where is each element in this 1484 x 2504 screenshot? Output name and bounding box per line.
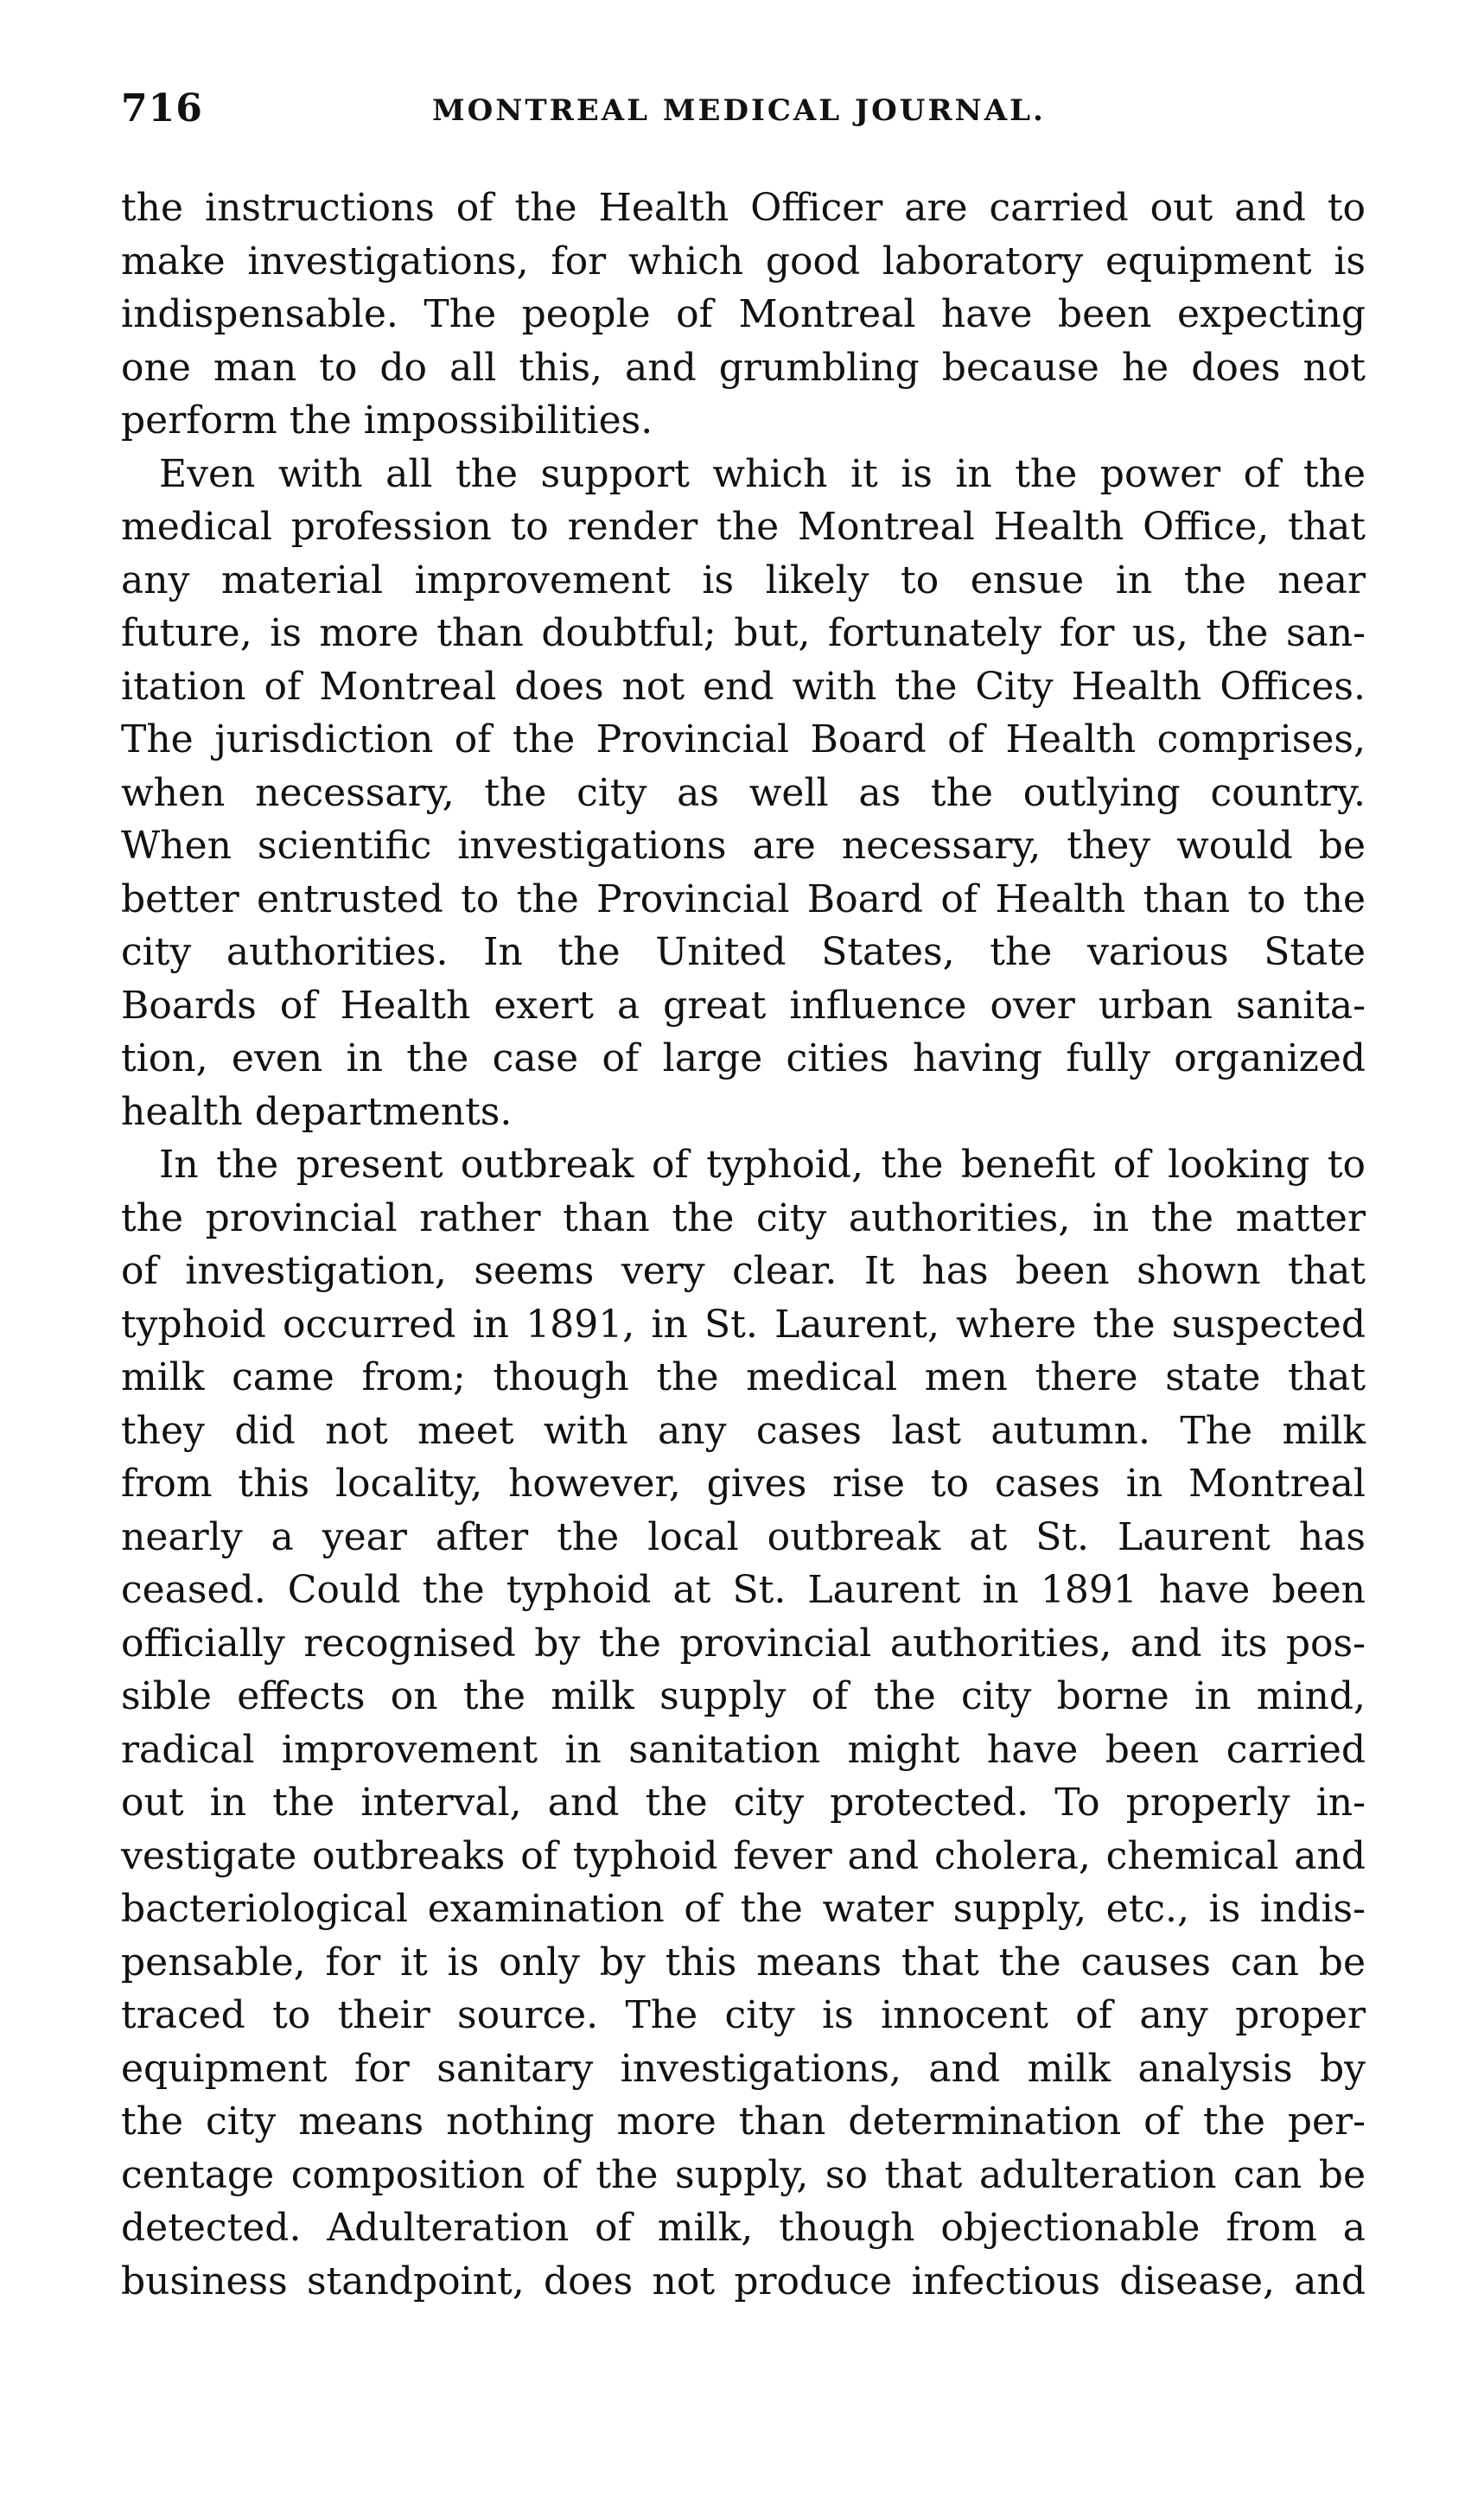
paragraph-2	[121, 448, 1366, 1139]
text-line: one man to do all this, and grumbling because he does not	[121, 345, 1366, 390]
text-line: Even with all the support which it is in the power of the	[159, 451, 1366, 496]
text-line: The jurisdiction of the Provincial Board of Health comprises,	[121, 717, 1366, 761]
text-line: equipment for sanitary investigations, and milk analysis by	[121, 2046, 1366, 2091]
paragraph-1	[121, 182, 1366, 448]
text-line: nearly a year after the local outbreak at St. Laurent has	[121, 1514, 1366, 1559]
text-line: centage composition of the supply, so that adulteration can be	[121, 2152, 1366, 2197]
text-line: bacteriological examination of the water supply, etc., is indis-	[121, 1887, 1366, 1931]
text-line: milk came from; though the medical men there state that	[121, 1355, 1366, 1399]
text-line: typhoid occurred in 1891, in St. Laurent, where the suspected	[121, 1302, 1366, 1347]
text-line: ceased. Could the typhoid at St. Laurent in 1891 have been	[121, 1568, 1366, 1612]
journal-title: MONTREAL MEDICAL JOURNAL.	[432, 93, 1046, 128]
text-line: any material improvement is likely to ensue in the near	[121, 558, 1366, 602]
text-line: perform the impossibilities.	[121, 398, 653, 443]
paragraph-3	[121, 1138, 1366, 2308]
text-line: When scientific investigations are necessary, they would be	[121, 824, 1366, 868]
page-number: 716	[121, 86, 203, 131]
text-line: indispensable. The people of Montreal have been expecting	[121, 292, 1366, 336]
text-line: they did not meet with any cases last autumn. The milk	[121, 1408, 1366, 1453]
text-line: sible effects on the milk supply of the city borne in mind,	[121, 1674, 1366, 1718]
text-line: future, is more than doubtful; but, fortunately for us, the san-	[121, 611, 1366, 655]
text-line: detected. Adulteration of milk, though objectionable from a	[121, 2206, 1366, 2250]
text-line: of investigation, seems very clear. It has been shown that	[121, 1249, 1366, 1293]
text-line: In the present outbreak of typhoid, the benefit of looking to	[159, 1143, 1366, 1187]
text-line: pensable, for it is only by this means that the causes can be	[121, 1940, 1366, 1985]
text-line: from this locality, however, gives rise to cases in Montreal	[121, 1462, 1366, 1506]
text-line: medical profession to render the Montreal Health Office, that	[121, 505, 1366, 549]
text-line: tion, even in the case of large cities having fully organized	[121, 1036, 1366, 1080]
text-line: Boards of Health exert a great influence over urban sanita-	[121, 983, 1366, 1028]
text-line: out in the interval, and the city protected. To properly in-	[121, 1781, 1366, 1825]
text-line: the provincial rather than the city authorities, in the matter	[121, 1195, 1366, 1240]
text-line: vestigate outbreaks of typhoid fever and cholera, chemical and	[121, 1833, 1366, 1878]
running-head	[121, 86, 1366, 138]
text-line: traced to their source. The city is innocent of any proper	[121, 1993, 1366, 2037]
text-line: better entrusted to the Provincial Board of Health than to the	[121, 876, 1366, 921]
text-line: the instructions of the Health Officer are carried out and to	[121, 186, 1366, 230]
text-line: health departments.	[121, 1089, 513, 1134]
body-text	[121, 182, 1366, 2308]
text-line: itation of Montreal does not end with the City Health Offices.	[121, 664, 1366, 709]
text-line: radical improvement in sanitation might have been carried	[121, 1727, 1366, 1772]
text-line: when necessary, the city as well as the outlying country.	[121, 770, 1366, 815]
text-line: the city means nothing more than determination of the per-	[121, 2099, 1366, 2144]
text-line: make investigations, for which good laboratory equipment is	[121, 239, 1366, 284]
text-line: business standpoint, does not produce infectious disease, and	[121, 2259, 1366, 2303]
text-line: officially recognised by the provincial authorities, and its pos-	[121, 1621, 1366, 1666]
text-line: city authorities. In the United States, the various State	[121, 930, 1366, 974]
